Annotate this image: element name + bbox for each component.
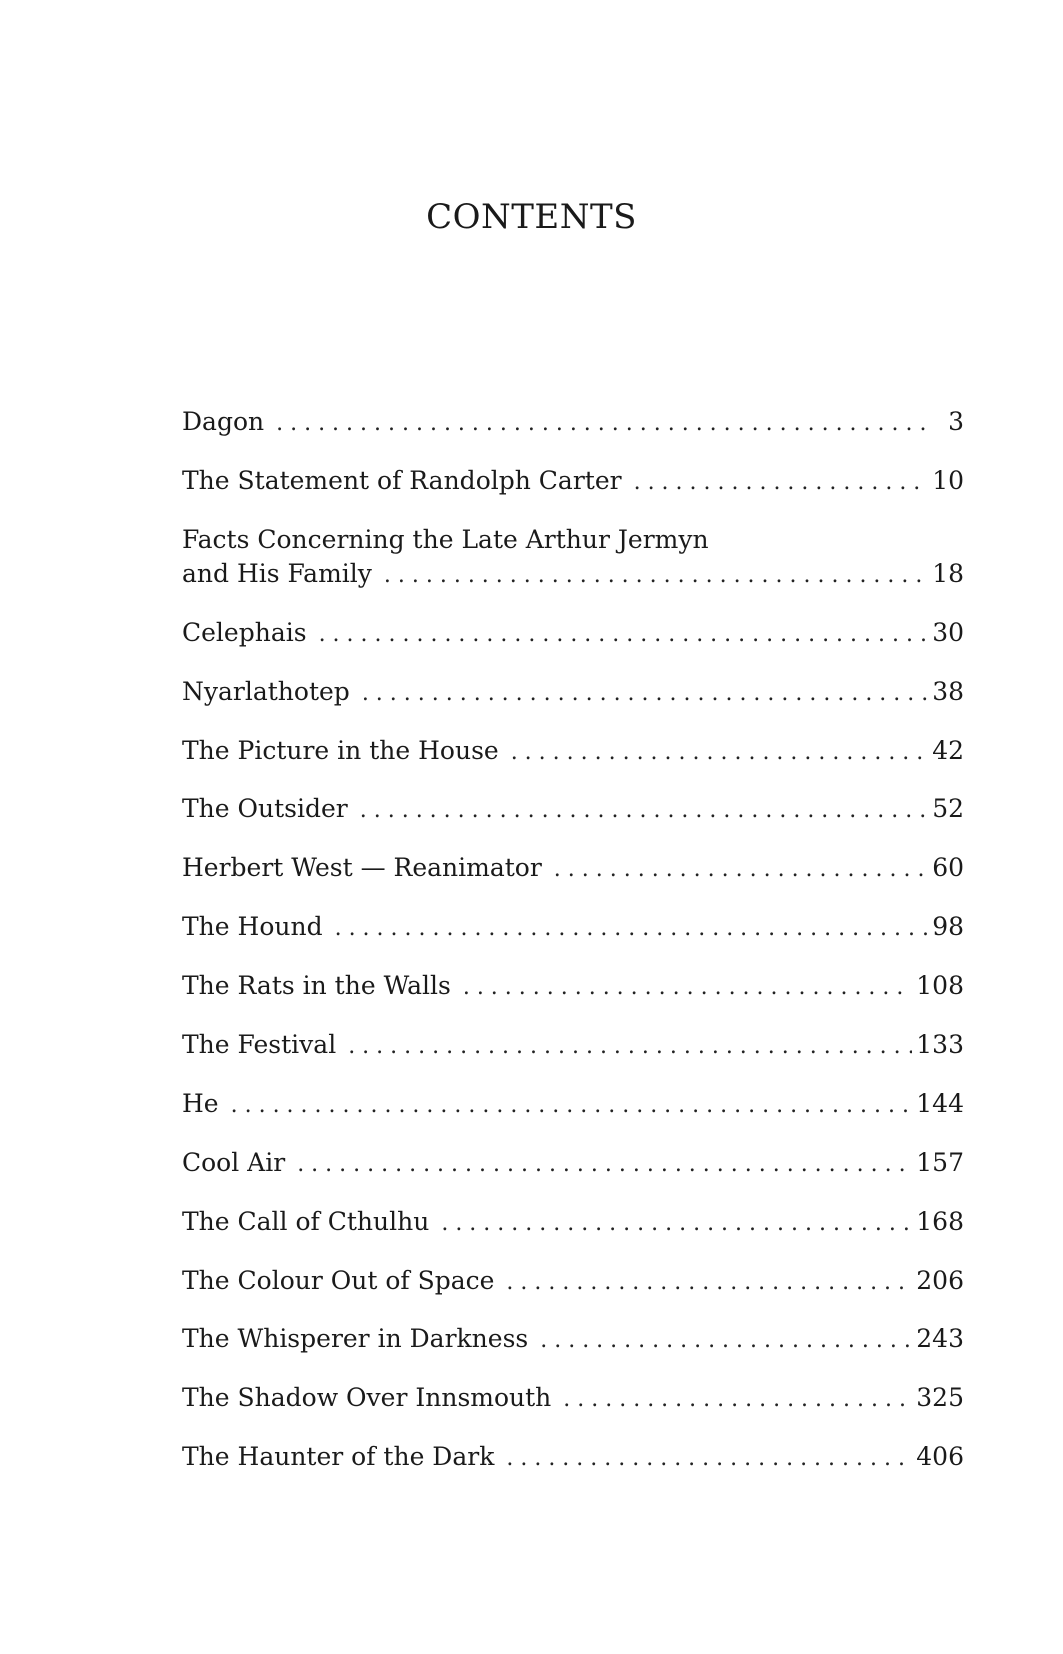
leader-dots bbox=[634, 466, 929, 500]
toc-entry-title: He bbox=[182, 1088, 219, 1118]
toc-entry-page: 52 bbox=[932, 794, 964, 824]
toc-entry-page: 98 bbox=[932, 912, 964, 942]
toc-entry-page: 206 bbox=[916, 1265, 964, 1295]
leader-dots bbox=[540, 1324, 912, 1358]
toc-entry-page: 30 bbox=[932, 617, 964, 647]
toc-entry-page: 108 bbox=[916, 971, 964, 1001]
toc-entry-title: Cool Air bbox=[182, 1147, 286, 1177]
toc-entry-page: 18 bbox=[932, 558, 964, 588]
leader-dots bbox=[231, 1089, 913, 1123]
leader-dots bbox=[563, 1383, 912, 1417]
toc-entry-page: 406 bbox=[916, 1442, 964, 1472]
leader-dots bbox=[335, 912, 929, 946]
toc-entry-page: 3 bbox=[948, 407, 964, 436]
toc-entry-title: Celephais bbox=[182, 617, 307, 647]
toc-entry-page: 42 bbox=[932, 735, 964, 765]
toc-entry-page: 60 bbox=[932, 853, 964, 883]
leader-dots bbox=[441, 1207, 912, 1241]
toc-entry-statement-of-randolph-carter bbox=[182, 464, 964, 523]
toc-entry-celephais bbox=[182, 616, 964, 675]
toc-entry-title: Herbert West — Reanimator bbox=[182, 853, 542, 883]
toc-entry-page: 133 bbox=[916, 1030, 964, 1060]
toc-entry-page: 38 bbox=[932, 676, 964, 706]
toc-entry-title: The Outsider bbox=[182, 794, 348, 824]
leader-dots bbox=[319, 618, 929, 652]
toc-entry-title: The Colour Out of Space bbox=[182, 1265, 495, 1295]
toc-entry-he bbox=[182, 1087, 964, 1146]
toc-entry-title: and His Family bbox=[182, 558, 372, 588]
toc-entry-title: Nyarlathotep bbox=[182, 676, 350, 706]
leader-dots bbox=[297, 1148, 912, 1182]
toc-entry-title: The Rats in the Walls bbox=[182, 971, 451, 1001]
toc-entry-page: 10 bbox=[932, 465, 964, 495]
toc-entry-outsider bbox=[182, 792, 964, 851]
toc-entry-page: 168 bbox=[916, 1206, 964, 1236]
toc-entry-dagon bbox=[182, 405, 964, 464]
toc-entry-page: 144 bbox=[916, 1088, 964, 1118]
leader-dots bbox=[348, 1030, 912, 1064]
leader-dots bbox=[506, 1442, 912, 1476]
toc-entry-title: The Call of Cthulhu bbox=[182, 1206, 430, 1236]
toc-entry-arthur-jermyn bbox=[182, 523, 964, 616]
toc-entry-herbert-west bbox=[182, 851, 964, 910]
toc-entry-rats-in-the-walls bbox=[182, 969, 964, 1028]
toc-entry-title: The Festival bbox=[182, 1030, 337, 1060]
toc-entry-title: The Statement of Randolph Carter bbox=[182, 465, 622, 495]
leader-dots bbox=[384, 559, 928, 593]
page-title: CONTENTS bbox=[426, 197, 637, 237]
toc-entry-title: The Whisperer in Darkness bbox=[182, 1324, 529, 1354]
toc-entry-title: The Hound bbox=[182, 912, 323, 942]
leader-dots bbox=[506, 1266, 912, 1300]
toc-entry-title-line1: Facts Concerning the Late Arthur Jermyn bbox=[182, 524, 709, 554]
toc-entry-whisperer-in-darkness bbox=[182, 1322, 964, 1381]
toc-entry-title: The Haunter of the Dark bbox=[182, 1442, 495, 1472]
toc-entry-festival bbox=[182, 1028, 964, 1087]
toc-entry-picture-in-the-house bbox=[182, 734, 964, 793]
leader-dots bbox=[554, 853, 928, 887]
toc-entry-page: 157 bbox=[916, 1147, 964, 1177]
toc-entry-nyarlathotep bbox=[182, 675, 964, 734]
leader-dots bbox=[511, 736, 929, 770]
toc-entry-shadow-over-innsmouth bbox=[182, 1381, 964, 1440]
toc-entry-cool-air bbox=[182, 1146, 964, 1205]
table-of-contents bbox=[182, 405, 964, 1499]
leader-dots bbox=[276, 407, 930, 441]
leader-dots bbox=[362, 677, 928, 711]
toc-entry-hound bbox=[182, 910, 964, 969]
leader-dots bbox=[360, 794, 928, 828]
toc-entry-call-of-cthulhu bbox=[182, 1205, 964, 1264]
toc-entry-page: 243 bbox=[916, 1324, 964, 1354]
toc-entry-page: 325 bbox=[916, 1383, 964, 1413]
toc-entry-title: The Picture in the House bbox=[182, 735, 499, 765]
toc-entry-colour-out-of-space bbox=[182, 1264, 964, 1323]
leader-dots bbox=[463, 971, 912, 1005]
toc-entry-title: Dagon bbox=[182, 407, 265, 436]
toc-entry-title: The Shadow Over Innsmouth bbox=[182, 1383, 552, 1413]
toc-entry-haunter-of-the-dark bbox=[182, 1440, 964, 1499]
